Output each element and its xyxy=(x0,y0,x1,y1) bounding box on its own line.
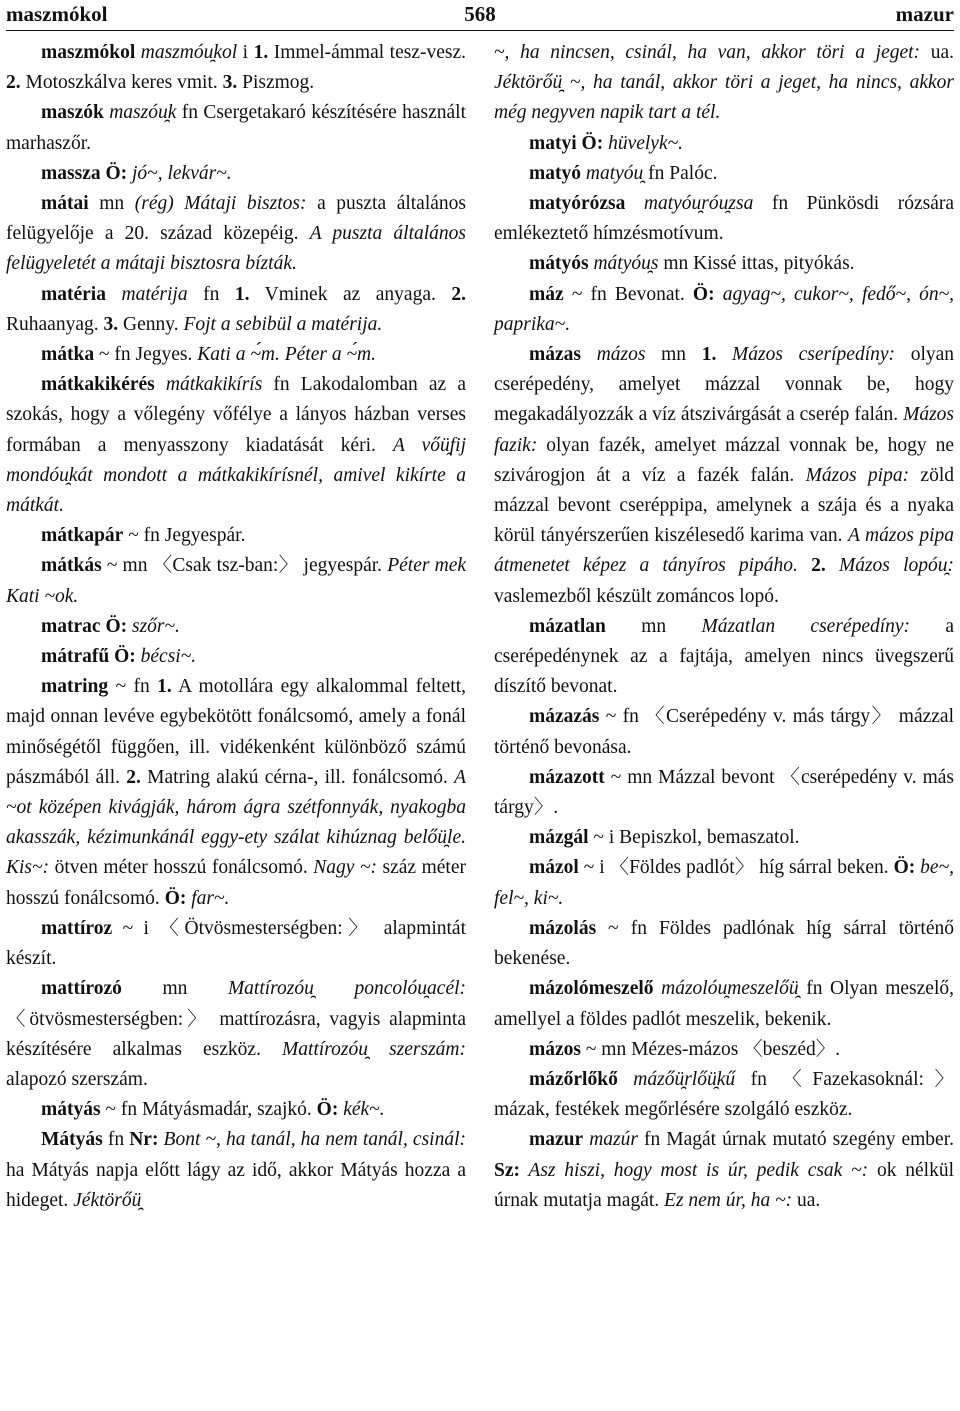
entry-definition-text: a cserépedénynek az a fajtája, amelyen nincs üvegszerű díszítő bevonat. xyxy=(494,615,955,698)
entry-marker: Ö: xyxy=(105,162,128,184)
entry-example-text: Mázos pipa: xyxy=(805,464,910,486)
entry-example-text: A puszta általános felügyeletét a mátaji bisztosra bízták. xyxy=(6,223,466,275)
entry-definition-text: ~ i 〈Ötvösmesterségben:〉 alapmintát készít. xyxy=(6,917,467,970)
entry-headword: matéria xyxy=(41,283,106,305)
dictionary-entry xyxy=(494,1065,954,1125)
dictionary-entry xyxy=(6,370,466,521)
dictionary-entry xyxy=(494,280,954,340)
entry-example-text: far~. xyxy=(186,887,230,909)
entry-marker: Ö: xyxy=(114,646,136,668)
entry-definition-text: Matring alakú cérna-, ill. fonálcsomó. xyxy=(140,766,455,788)
entry-example-text: Asz hiszi, hogy most is úr, pedik csak ~: xyxy=(520,1159,869,1181)
dictionary-entry xyxy=(6,914,466,974)
entry-marker: 2. xyxy=(451,283,467,305)
entry-headword: mattírozó xyxy=(41,978,122,1000)
dictionary-entry xyxy=(6,189,466,280)
dictionary-entry xyxy=(6,672,466,914)
entry-headword: mázőrlőkő xyxy=(529,1068,618,1090)
entry-headword: maszók xyxy=(41,102,104,124)
entry-definition-text: olyan fazék, amelyet mázzal vonnak be, hogy ne szivárogjon át a víz a fazék falán. xyxy=(494,434,954,486)
entry-definition-text: Immel-ámmal tesz-vesz. xyxy=(268,42,467,63)
entry-definition-text: ~ fn 〈Cserépedény v. más tárgy〉 mázzal történő bevonása. xyxy=(494,706,954,758)
entry-definition-text: ~ fn Jegyespár. xyxy=(128,525,246,547)
entry-example-text: matérija xyxy=(121,283,188,305)
entry-example-text: ~, ha nincsen, csinál, ha van, akkor töri a jeget: xyxy=(494,42,921,63)
entry-headword: mátyós xyxy=(529,253,589,275)
entry-headword: mázatlan xyxy=(529,615,606,637)
entry-marker: Ö: xyxy=(316,1099,339,1121)
entry-headword: matyó xyxy=(529,162,581,184)
entry-headword: massza xyxy=(41,162,101,184)
entry-headword: mátrafű xyxy=(41,646,110,668)
entry-example-text: matyóu̯ xyxy=(585,162,644,184)
entry-definition-text: ~ mn Mázzal bevont 〈cserépedény v. más tárgy〉. xyxy=(494,766,955,819)
entry-headword: máz xyxy=(529,283,564,305)
entry-definition-text: ~ i Bepiszkol, bemaszatol. xyxy=(593,827,800,849)
entry-example-text: jó~, lekvár~. xyxy=(127,162,232,184)
entry-definition-text: zöld mázzal bevont cseréppipa, amelynek a szája és a nyaka körül tányérszerűen kiszélesedő karima van. xyxy=(494,464,954,547)
entry-example-text: mazúr xyxy=(589,1129,638,1151)
entry-marker: Ö: xyxy=(164,887,187,909)
entry-headword: mázolás xyxy=(529,917,597,939)
entry-definition-text: Ruhaanyag. xyxy=(6,313,104,335)
dictionary-entry xyxy=(494,702,954,762)
dictionary-entry xyxy=(6,340,466,370)
entry-example-text: (rég) Mátaji bisztos: xyxy=(134,193,307,215)
dictionary-entry xyxy=(494,853,954,913)
entry-example-text: Mázatlan cserépedíny: xyxy=(701,615,911,637)
entry-example-text: hüvelyk~. xyxy=(603,132,684,154)
dictionary-entry xyxy=(494,763,954,823)
entry-headword: mazur xyxy=(529,1129,584,1151)
entry-example-text: Jéktörőü̯ xyxy=(73,1189,142,1211)
entry-definition-text: ua. xyxy=(920,42,955,63)
entry-headword: Mátyás xyxy=(41,1129,103,1151)
entry-example-text: Bont ~, ha tanál, ha nem tanál, csinál: xyxy=(158,1129,467,1151)
entry-marker: 1. xyxy=(234,283,250,305)
dictionary-entry xyxy=(494,189,954,249)
entry-headword: matrac xyxy=(41,615,101,637)
dictionary-entry xyxy=(494,249,954,279)
entry-definition-text: mn Kissé ittas, pityókás. xyxy=(658,253,855,275)
entry-definition-text: i xyxy=(237,42,254,63)
entry-example-text: A mázos pipa átmenetet képez a tányíros pipáho. xyxy=(494,525,954,577)
entry-marker: 3. xyxy=(103,313,119,335)
entry-definition-text: olyan cserépedény, amelyet mázzal vonnak be, hogy megakadályozzák a víz átszivárgását a cserép falán. xyxy=(494,344,955,426)
entry-definition-text: ~ fn Bevonat. xyxy=(571,283,693,305)
entry-example-text: szőr~. xyxy=(127,615,180,637)
entry-definition-text: Genny. xyxy=(118,313,184,335)
entry-example-text: be~, fel~, ki~. xyxy=(494,857,955,909)
entry-marker: Ö: xyxy=(692,283,715,305)
entry-definition-text: fn Lakodalomban az a szokás, hogy a vőlegény vőfélye a lányos házban verses formában a menyasszony kiadatását kéri. xyxy=(6,374,467,456)
dictionary-entry xyxy=(6,98,466,158)
entry-example-text: mátkakikírís xyxy=(165,374,263,396)
entry-headword: matyórózsa xyxy=(529,193,626,215)
entry-example-text: mátyóu̯s xyxy=(593,253,659,275)
entry-definition-text: mn xyxy=(99,193,135,215)
entry-definition-text: mn xyxy=(641,615,702,637)
entry-marker: Ö: xyxy=(581,132,604,154)
entry-definition-text: Piszmog. xyxy=(237,72,315,94)
entry-example-text: Kati a ~́m. Péter a ~́m. xyxy=(197,344,376,366)
dictionary-entry xyxy=(494,1125,954,1216)
dictionary-entry xyxy=(494,823,954,853)
dictionary-entry xyxy=(494,914,954,974)
entry-headword: maszmókol xyxy=(41,42,136,63)
entry-definition-text: a puszta általános felügyelője a 20. század közepéig. xyxy=(6,193,467,245)
entry-headword: mátyás xyxy=(41,1099,101,1121)
entry-example-text: agyag~, cukor~, fedő~, ón~, paprika~. xyxy=(494,283,955,335)
dictionary-entry xyxy=(6,280,466,340)
dictionary-entry xyxy=(6,551,466,611)
page-number: 568 xyxy=(464,2,496,26)
entry-definition-text: ~ i 〈Földes padlót〉 híg sárral beken. xyxy=(583,857,894,879)
entry-headword: mátkakikérés xyxy=(41,374,155,396)
dictionary-entry xyxy=(6,521,466,551)
entry-headword: mátai xyxy=(41,193,89,215)
dictionary-entry xyxy=(6,38,466,98)
entry-example-text: Péter mek Kati ~ok. xyxy=(6,555,466,607)
entry-headword: mátkapár xyxy=(41,525,124,547)
entry-headword: mázas xyxy=(529,344,581,366)
entry-definition-text: vaslemezből készült zománcos lopó. xyxy=(494,585,779,607)
entry-headword: mázazott xyxy=(529,766,605,788)
entry-marker: 1. xyxy=(157,676,172,698)
dictionary-entry xyxy=(494,38,954,129)
entry-example-text: matyóu̯róu̯zsa xyxy=(643,193,754,215)
entry-marker: 2. xyxy=(6,72,21,94)
entry-marker: 1. xyxy=(701,344,717,366)
entry-definition-text: alapozó szerszám. xyxy=(6,1068,148,1090)
entry-definition-text: ~ mn Mézes-mázos 〈beszéd〉. xyxy=(585,1038,841,1060)
entry-definition-text: mn xyxy=(645,344,702,366)
dictionary-entry xyxy=(494,974,954,1034)
entry-definition-text: A motollára egy alkalommal feltett, majd onnan levéve egybekötött fonálcsomó, amely a fonál minőségétől függően, ill. vidékenként különböző számú pászmából áll. xyxy=(6,676,467,788)
dictionary-entry xyxy=(6,974,466,1095)
entry-headword: matring xyxy=(41,676,109,698)
entry-marker: Sz: xyxy=(494,1159,520,1181)
dictionary-entry xyxy=(6,642,466,672)
entry-example-text: Nagy ~: xyxy=(313,857,377,879)
entry-example-text: Mázos cserípedíny: xyxy=(716,344,896,366)
entry-definition-text: fn Palóc. xyxy=(643,162,718,184)
entry-definition-text: fn Pünkösdi rózsára emlékeztető hímzésmotívum. xyxy=(494,193,954,245)
entry-marker: 3. xyxy=(222,72,238,94)
dictionary-entry xyxy=(494,159,954,189)
entry-headword: mázgál xyxy=(529,827,589,849)
entry-definition-text: fn Magát úrnak mutató szegény ember. xyxy=(637,1129,955,1151)
dictionary-entry xyxy=(494,612,954,703)
entry-definition-text: ~ fn Jegyes. xyxy=(98,344,198,366)
entry-definition-text: ha Mátyás napja előtt lágy az idő, akkor Mátyás hozza a hideget. xyxy=(6,1159,466,1211)
header-last-headword: mazur xyxy=(895,2,954,26)
entry-definition-text: fn 〈Fazekasoknál:〉 mázak, festékek megőrlésére szolgáló eszköz. xyxy=(494,1068,955,1121)
entry-definition-text: 〈ötvösmesterségben:〉 mattírozásra, vagyis alapminta készítésére alkalmas eszköz. xyxy=(6,1008,466,1060)
entry-headword: mázos xyxy=(529,1038,581,1060)
entry-headword: mázolómeszelő xyxy=(529,978,654,1000)
entry-example-text: mázolóu̯meszelőü̯ xyxy=(661,978,799,1000)
entry-definition-text: száz méter hosszú fonálcsomó. xyxy=(6,857,466,909)
entry-example-text: Mattírozóu̯ szerszám: xyxy=(282,1038,466,1060)
entry-definition-text: ötven méter hosszú fonálcsomó. xyxy=(49,857,314,879)
entry-example-text: bécsi~. xyxy=(135,646,197,668)
entry-definition-text: ~ fn Mátyásmadár, szajkó. xyxy=(105,1099,317,1121)
page-header xyxy=(6,0,954,31)
entry-definition-text: fn xyxy=(107,1129,130,1151)
entry-marker: 2. xyxy=(811,555,826,577)
entry-definition-text: ~ mn 〈Csak tsz-ban:〉 jegyespár. xyxy=(106,555,388,577)
entry-example-text: mázőü̯rlőü̯kű xyxy=(633,1068,736,1090)
entry-example-text: Fojt a sebibül a matérija. xyxy=(183,313,383,335)
entry-definition-text: fn Olyan meszelő, amellyel a földes padlót meszelik, bekenik. xyxy=(494,978,955,1030)
dictionary-entry xyxy=(494,340,954,612)
dictionary-entry xyxy=(6,1095,466,1125)
entry-headword: mázazás xyxy=(529,706,600,728)
entry-example-text: Mattírozóu̯ poncolóu̯acél: xyxy=(227,978,467,1000)
entry-example-text: Mázos lopóu̯: xyxy=(825,555,954,577)
entry-definition-text: fn xyxy=(187,283,235,305)
entry-definition-text: fn Csergetakaró készítésére használt marhaszőr. xyxy=(6,102,466,154)
entry-example-text: Ez nem úr, ha ~: xyxy=(664,1189,793,1211)
entry-example-text: Mázos fazik: xyxy=(494,404,954,456)
entry-example-text: maszóu̯k xyxy=(109,102,177,124)
right-column xyxy=(494,38,954,1216)
entry-example-text: mázos xyxy=(596,344,646,366)
entry-headword: mattíroz xyxy=(41,917,113,939)
entry-headword: mátka xyxy=(41,344,95,366)
entry-definition-text: Vminek az anyaga. xyxy=(249,283,452,305)
dictionary-entry xyxy=(6,1125,466,1216)
entry-example-text: kék~. xyxy=(338,1099,385,1121)
entry-definition-text: ok nélkül úrnak mutatja magát. xyxy=(494,1159,954,1211)
header-first-headword: maszmókol xyxy=(6,2,108,26)
entry-marker: Ö: xyxy=(893,857,916,879)
entry-marker: 2. xyxy=(126,766,141,788)
entry-example-text: A vőü̯fij mondóu̯kát mondott a mátkakikírísnél, amivel kikírte a mátkát. xyxy=(6,434,466,517)
entry-definition-text: ~ fn Földes padlónak híg sárral történő bekenése. xyxy=(494,917,954,970)
entry-definition-text: ~ fn xyxy=(115,676,158,698)
entry-example-text: maszmóu̯kol xyxy=(140,42,238,63)
entry-marker: Nr: xyxy=(129,1129,159,1151)
entry-example-text: A ~ot középen kivágják, három ágra szétfonnyák, nyakogba akasszák, kézimunkánál eggy-ety szálat kihúznag belőü̯le. Kis~: xyxy=(6,766,466,879)
entry-headword: mátkás xyxy=(41,555,102,577)
entry-headword: matyi xyxy=(529,132,577,154)
entry-headword: mázol xyxy=(529,857,579,879)
dictionary-entry xyxy=(6,612,466,642)
entry-definition-text: mn xyxy=(162,978,228,1000)
dictionary-entry xyxy=(494,129,954,159)
entry-marker: 1. xyxy=(253,42,269,63)
entry-definition-text: Motoszkálva keres vmit. xyxy=(20,72,223,94)
entry-marker: Ö: xyxy=(105,615,128,637)
entry-example-text: Jéktörőü̯ ~, ha tanál, akkor töri a jeget, ha nincs, akkor még negyven napik tart a tél. xyxy=(494,72,954,124)
dictionary-entry xyxy=(6,159,466,189)
left-column xyxy=(6,38,466,1216)
dictionary-entry xyxy=(494,1035,954,1065)
entry-definition-text: ua. xyxy=(792,1189,821,1211)
